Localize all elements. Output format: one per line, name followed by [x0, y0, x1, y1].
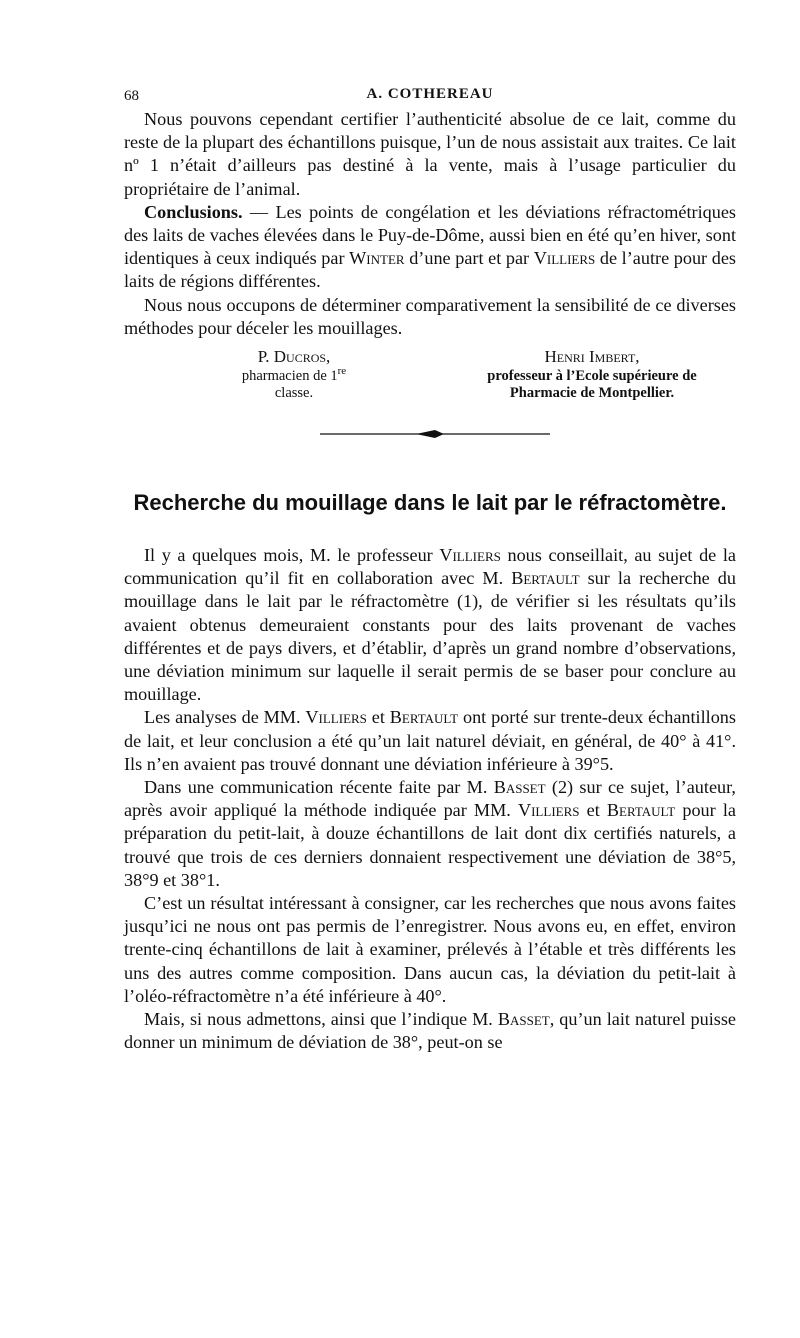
section-title: Recherche du mouillage dans le lait par le réfractomètre.: [133, 490, 727, 516]
section-divider: [124, 424, 736, 444]
signatures: [124, 346, 736, 420]
paragraph-minimum: Mais, si nous admettons, ainsi que l’indique M. Basset, qu’un lait naturel puisse donner un minimum de déviation de 38°, peut-on se: [124, 1009, 736, 1053]
paragraph-result: C’est un résultat intéressant à consigner, car les recherches que nous avons faites jusqu’ici ne nous ont pas permis de l’enregistrer. Nous avons eu, en effet, environ trente-cinq échantillons de lait à examiner, prélevés à l’étable et très différents les uns des autres comme composition. Dans aucun cas, la déviation du petit-lait à l’oléo-réfractomètre n’a été inférieure à 40°.: [124, 893, 736, 1006]
page-number: 68: [124, 88, 139, 104]
author-winter: Winter: [349, 248, 405, 269]
signature-ducros: P. Ducros, pharmacien de 1re classe.: [241, 347, 347, 402]
paragraph-intro: Il y a quelques mois, M. le professeur Villiers nous conseillait, au sujet de la communication qu’il fit en collaboration avec M. Bertault sur la recherche du mouillage dans le lait par le réfractomètre (1), de vérifier si les résultats qu’ils avaient obtenus demeuraient constants pour des laits provenant de vaches différentes et de pays divers, et d’établir, d’après un grand nombre d’observations, une déviation minimum sur laquelle il serait permis de se baser pour conclure au mouillage.: [124, 545, 736, 705]
paragraph-conclusions: Conclusions. — Les points de congélation et les déviations réfractométriques des laits de vaches élevées dans le Puy-de-Dôme, aussi bien en été qu’en hiver, sont identiques à ceux indiqués par Winter d’une part et par Villiers de l’autre pour des laits de régions différentes.: [124, 201, 736, 292]
paragraph-methods: Nous nous occupons de déterminer comparativement la sensibilité de ce diverses méthodes pour déceler les mouillages.: [124, 294, 736, 338]
page-header: [124, 84, 736, 108]
signature-imbert: Henri Imbert, professeur à l’Ecole supérieure de Pharmacie de Montpellier.: [487, 347, 697, 402]
paragraph-analyses: Les analyses de MM. Villiers et Bertault ont porté sur trente-deux échantillons de lait, et leur conclusion a été qu’un lait naturel déviait, en général, de 40° à 41°. Ils n’en avaient pas trouvé donnant une déviation inférieure à 39°5.: [124, 707, 736, 774]
paragraph-basset: Dans une communication récente faite par M. Basset (2) sur ce sujet, l’auteur, après avoir appliqué la méthode indiquée par MM. Villiers et Bertault pour la préparation du petit-lait, à douze échantillons de lait dont dix certifiés naturels, a trouvé que trois de ces derniers donnaient respectivement une déviation de 38°5, 38°9 et 38°1.: [124, 777, 736, 890]
running-head: A. COTHEREAU: [366, 86, 494, 102]
conclusions-lead: Conclusions.: [144, 201, 243, 222]
author-villiers: Villiers: [533, 248, 596, 269]
divider-ornament: [320, 428, 550, 440]
page: [124, 84, 736, 1055]
paragraph-authenticity: Nous pouvons cependant certifier l’authenticité absolue de ce lait, comme du reste de la plupart des échantillons puisque, l’un de nous assistait aux traites. Ce lait nº 1 n’était d’ailleurs pas destiné à la vente, mais à l’usage particulier du propriétaire de l’animal.: [124, 109, 736, 199]
